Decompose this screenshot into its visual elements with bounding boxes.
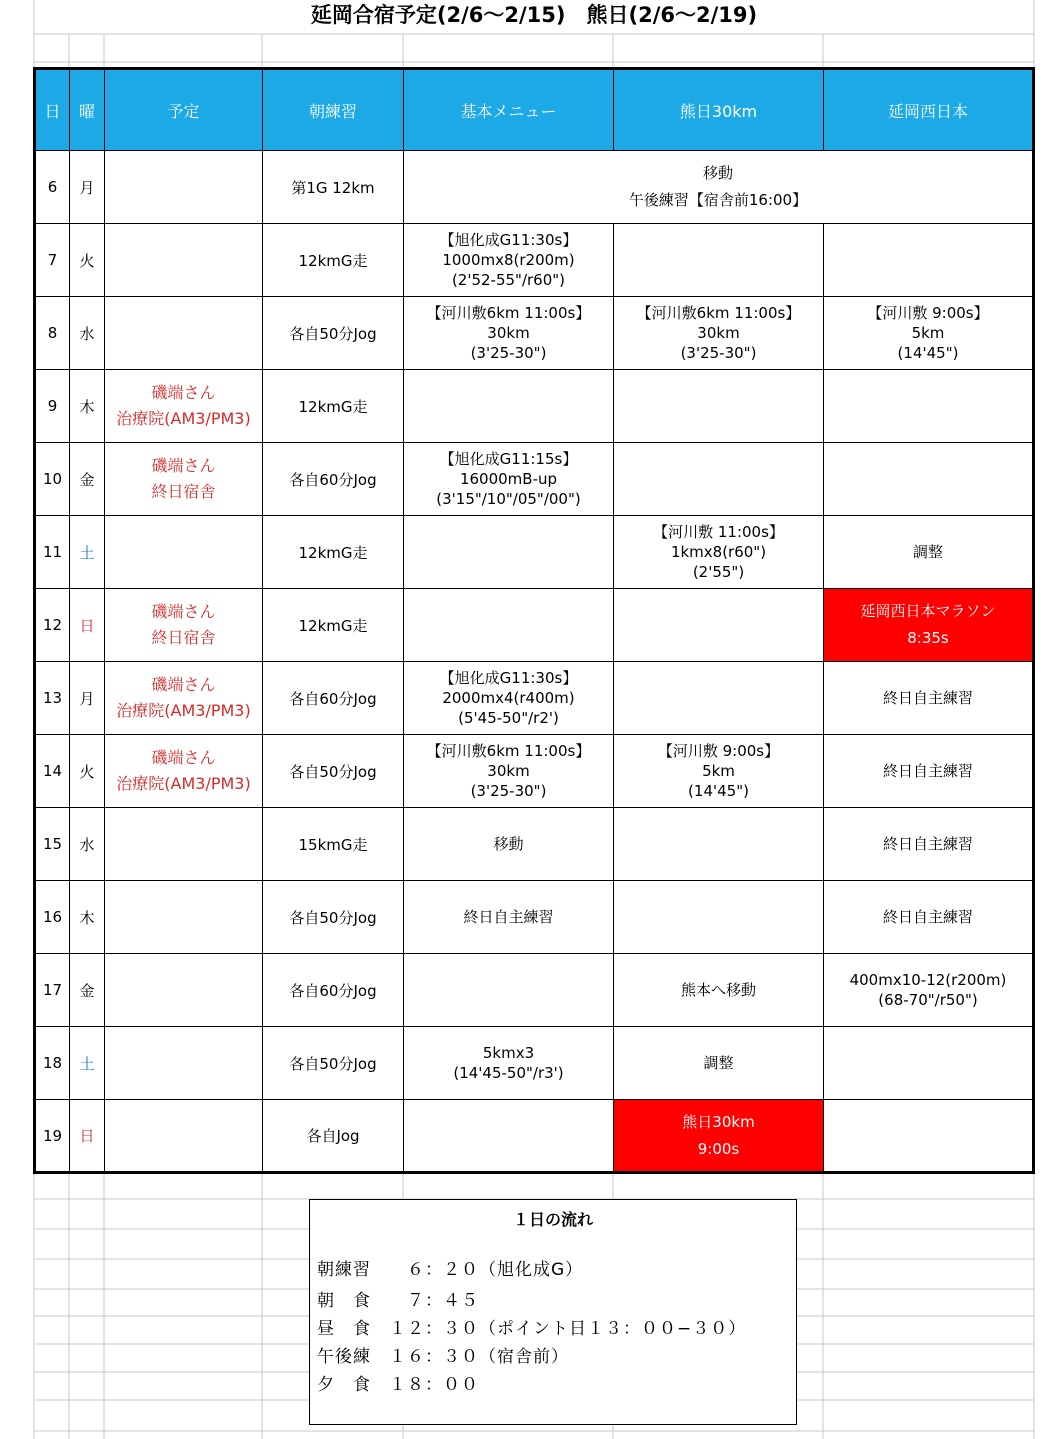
header-kumanichi: 熊日30km [614, 69, 824, 151]
morning-cell: 12kmG走 [263, 224, 404, 297]
morning-cell: 12kmG走 [263, 516, 404, 589]
cell-line: 【旭化成G11:15s】 [439, 450, 578, 468]
day-cell: 15 [35, 808, 70, 881]
kumanichi-cell [614, 297, 824, 370]
day-cell: 11 [35, 516, 70, 589]
cell-line: 400mx10-12(r200m) [849, 971, 1007, 989]
cell-line: 30km [697, 324, 740, 342]
cell-line: 調整 [703, 1054, 734, 1072]
basic-menu-cell [404, 808, 614, 881]
morning-cell: 各自60分Jog [263, 662, 404, 735]
kumanichi-cell [614, 662, 824, 735]
morning-cell: 12kmG走 [263, 370, 404, 443]
morning-cell: 各自50分Jog [263, 735, 404, 808]
basic-menu-cell [404, 370, 614, 443]
nobeoka-cell [824, 881, 1034, 954]
basic-menu-cell [404, 1027, 614, 1100]
morning-cell: 各自60分Jog [263, 443, 404, 516]
day-cell: 7 [35, 224, 70, 297]
plan-cell [105, 297, 263, 370]
table-row [35, 954, 1034, 1027]
plan-cell [105, 881, 263, 954]
cell-line: 移動 [493, 835, 524, 853]
day-cell: 18 [35, 1027, 70, 1100]
plan-cell [105, 224, 263, 297]
cell-line: 9:00s [697, 1139, 740, 1158]
nobeoka-cell [824, 662, 1034, 735]
plan-cell [105, 662, 263, 735]
header-weekday: 曜 [70, 69, 105, 151]
daily-flow-title: １日の流れ [512, 1210, 593, 1229]
flow-item: 朝練習 ６：２０（旭化成G） [317, 1260, 584, 1280]
cell-line: 【河川敷6km 11:00s】 [426, 742, 591, 760]
cell-line: 5km [911, 324, 945, 342]
plan-cell [105, 735, 263, 808]
table-row [35, 516, 1034, 589]
cell-line: 調整 [912, 543, 943, 561]
weekday-cell: 金 [70, 443, 105, 516]
table-row [35, 224, 1034, 297]
day-cell: 14 [35, 735, 70, 808]
plan-cell [105, 589, 263, 662]
kumanichi-cell [614, 1027, 824, 1100]
weekday-cell: 日 [70, 589, 105, 662]
nobeoka-cell [824, 370, 1034, 443]
plan-cell [105, 516, 263, 589]
weekday-cell: 木 [70, 370, 105, 443]
cell-line: (3'25-30") [680, 344, 757, 362]
cell-line: 延岡西日本マラソン [860, 602, 996, 620]
basic-menu-cell [404, 589, 614, 662]
table-row [35, 735, 1034, 808]
flow-item: 午後練 １６：３０（宿舎前） [317, 1347, 569, 1367]
weekday-cell: 月 [70, 662, 105, 735]
cell-line: 終日自主練習 [882, 908, 973, 926]
kumanichi-cell [614, 516, 824, 589]
cell-line: 熊本へ移動 [680, 981, 756, 999]
cell-line: 移動 [702, 164, 733, 182]
weekday-cell: 水 [70, 297, 105, 370]
weekday-cell: 金 [70, 954, 105, 1027]
day-cell: 13 [35, 662, 70, 735]
header-nobeoka: 延岡西日本 [824, 69, 1034, 151]
cell-line: 16000mB-up [459, 470, 558, 488]
cell-line: 【旭化成G11:30s】 [439, 231, 578, 249]
day-cell: 10 [35, 443, 70, 516]
day-cell: 12 [35, 589, 70, 662]
cell-line: 【河川敷 9:00s】 [657, 742, 780, 760]
kumanichi-cell [614, 589, 824, 662]
basic-menu-cell [404, 516, 614, 589]
daily-flow-box [309, 1199, 797, 1425]
basic-menu-cell [404, 954, 614, 1027]
weekday-cell: 日 [70, 1100, 105, 1173]
cell-line: 5km [702, 762, 735, 780]
cell-line: 終日自主練習 [882, 762, 973, 780]
weekday-cell: 木 [70, 881, 105, 954]
cell-line: 1000mx8(r200m) [442, 251, 575, 269]
nobeoka-cell [824, 443, 1034, 516]
kumanichi-cell [614, 808, 824, 881]
day-cell: 17 [35, 954, 70, 1027]
kumanichi-cell [614, 370, 824, 443]
cell-line: 磯端さん [151, 675, 216, 694]
header-row [35, 69, 1034, 151]
cell-line: 磯端さん [151, 383, 216, 402]
cell-line: 終日自主練習 [882, 689, 973, 707]
cell-line: 5kmx3 [482, 1044, 535, 1062]
table-row [35, 151, 1034, 224]
nobeoka-cell [824, 735, 1034, 808]
morning-cell: 各自Jog [263, 1100, 404, 1173]
morning-cell: 第1G 12km [263, 151, 404, 224]
cell-line: 治療院(AM3/PM3) [116, 774, 251, 793]
weekday-cell: 水 [70, 808, 105, 881]
cell-line: (14'45-50"/r3') [453, 1064, 564, 1082]
table-row [35, 662, 1034, 735]
cell-line: 熊日30km [682, 1112, 755, 1131]
nobeoka-cell [824, 224, 1034, 297]
cell-line: 【河川敷 9:00s】 [867, 304, 989, 322]
cell-line: 1kmx8(r60") [670, 543, 767, 561]
morning-cell: 各自50分Jog [263, 297, 404, 370]
morning-cell: 15kmG走 [263, 808, 404, 881]
morning-cell: 各自50分Jog [263, 1027, 404, 1100]
table-row [35, 589, 1034, 662]
cell-line: (3'25-30") [470, 344, 547, 362]
basic-menu-cell [404, 662, 614, 735]
basic-menu-cell [404, 1100, 614, 1173]
weekday-cell: 火 [70, 735, 105, 808]
cell-line: 治療院(AM3/PM3) [116, 409, 251, 428]
plan-cell [105, 954, 263, 1027]
cell-line: 終日宿舎 [151, 628, 216, 647]
day-cell: 6 [35, 151, 70, 224]
weekday-cell: 土 [70, 516, 105, 589]
kumanichi-cell [614, 224, 824, 297]
header-morning: 朝練習 [263, 69, 404, 151]
header-day: 日 [35, 69, 70, 151]
kumanichi-cell [614, 443, 824, 516]
kumanichi-cell [614, 735, 824, 808]
cell-line: 【旭化成G11:30s】 [439, 669, 578, 687]
kumanichi-cell [614, 881, 824, 954]
cell-line: 【河川敷6km 11:00s】 [636, 304, 801, 322]
day-cell: 16 [35, 881, 70, 954]
table-row [35, 443, 1034, 516]
basic-menu-cell [404, 735, 614, 808]
nobeoka-cell [824, 516, 1034, 589]
weekday-cell: 月 [70, 151, 105, 224]
day-cell: 9 [35, 370, 70, 443]
nobeoka-cell [824, 954, 1034, 1027]
table-row [35, 881, 1034, 954]
flow-item: 昼 食 １２：３０（ポイント日１３：００−３０） [317, 1319, 747, 1339]
morning-cell: 各自50分Jog [263, 881, 404, 954]
nobeoka-cell [824, 1027, 1034, 1100]
basic-menu-cell [404, 224, 614, 297]
cell-line: (2'55") [692, 563, 745, 581]
cell-line: 8:35s [907, 629, 949, 647]
cell-line: 終日自主練習 [463, 908, 554, 926]
cell-line: 30km [487, 762, 530, 780]
weekday-cell: 火 [70, 224, 105, 297]
basic-menu-cell [404, 297, 614, 370]
day-cell: 8 [35, 297, 70, 370]
plan-cell [105, 1100, 263, 1173]
weekday-cell: 土 [70, 1027, 105, 1100]
cell-line: 【河川敷6km 11:00s】 [426, 304, 591, 322]
cell-line: (3'25-30") [470, 782, 547, 800]
cell-line: 【河川敷 11:00s】 [653, 523, 784, 541]
cell-line: 2000mx4(r400m) [442, 689, 575, 707]
nobeoka-cell [824, 589, 1034, 662]
merged-menu-cell [404, 151, 1034, 224]
nobeoka-cell [824, 297, 1034, 370]
morning-cell: 12kmG走 [263, 589, 404, 662]
kumanichi-cell [614, 954, 824, 1027]
cell-line: 終日自主練習 [882, 835, 973, 853]
schedule-table [33, 67, 1035, 1174]
plan-cell [105, 1027, 263, 1100]
morning-cell: 各自60分Jog [263, 954, 404, 1027]
cell-line: (5'45-50"/r2') [458, 709, 559, 727]
plan-cell [105, 151, 263, 224]
table-row [35, 1027, 1034, 1100]
header-plan: 予定 [105, 69, 263, 151]
table-row [35, 370, 1034, 443]
basic-menu-cell [404, 881, 614, 954]
basic-menu-cell [404, 443, 614, 516]
header-basic-menu: 基本メニュー [404, 69, 614, 151]
cell-line: (14'45") [897, 344, 959, 362]
cell-line: (68-70"/r50") [878, 991, 978, 1009]
cell-line: 治療院(AM3/PM3) [116, 701, 251, 720]
table-row [35, 1100, 1034, 1173]
cell-line: 午後練習【宿舎前16:00】 [628, 191, 808, 209]
cell-line: (2'52-55"/r60") [451, 271, 566, 289]
nobeoka-cell [824, 808, 1034, 881]
nobeoka-cell [824, 1100, 1034, 1173]
flow-item: 朝 食 ７：４５ [317, 1291, 479, 1311]
page-title: 延岡合宿予定(2/6〜2/15) 熊日(2/6〜2/19) [310, 3, 758, 27]
cell-line: 磯端さん [151, 602, 216, 621]
plan-cell [105, 370, 263, 443]
cell-line: 磯端さん [151, 748, 216, 767]
cell-line: 終日宿舎 [151, 482, 216, 501]
plan-cell [105, 443, 263, 516]
plan-cell [105, 808, 263, 881]
table-row [35, 808, 1034, 881]
table-row [35, 297, 1034, 370]
kumanichi-cell [614, 1100, 824, 1173]
flow-item: 夕 食 １８：００ [317, 1375, 479, 1395]
cell-line: 30km [487, 324, 530, 342]
day-cell: 19 [35, 1100, 70, 1173]
cell-line: 磯端さん [151, 456, 216, 475]
cell-line: (3'15"/10"/05"/00") [436, 490, 581, 508]
cell-line: (14'45") [688, 782, 749, 800]
